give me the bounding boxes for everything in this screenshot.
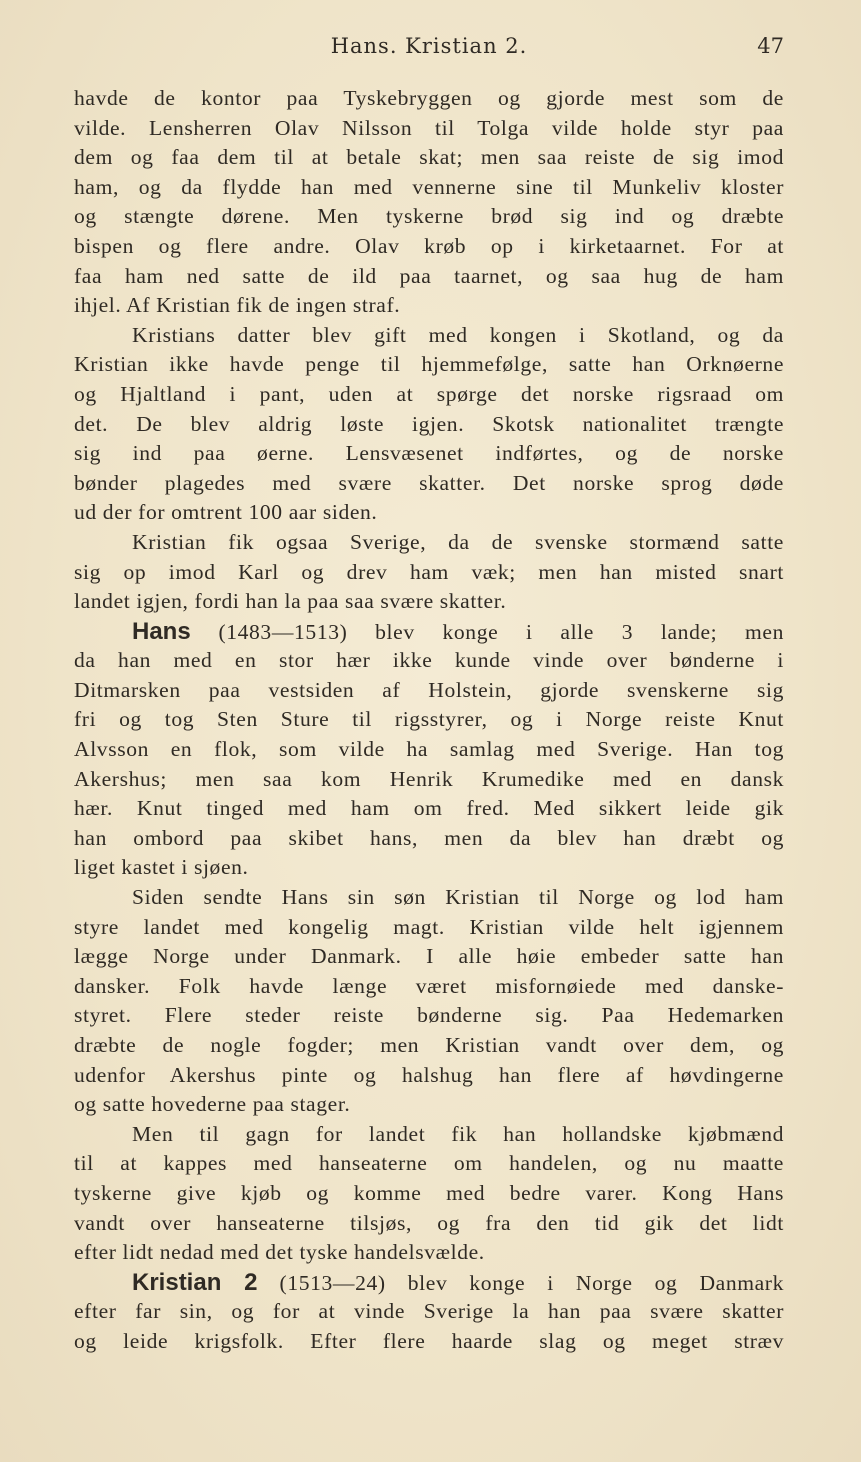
running-title: Hans. Kristian 2.	[330, 34, 528, 58]
text-line: dansker. Folk havde længe været misfornøiede med danske-	[74, 973, 784, 998]
paragraph-start-line: Men til gagn for landet fik han hollandske kjøbmænd	[132, 1121, 784, 1146]
text-line: bønder plagedes med svære skatter. Det norske sprog døde	[74, 470, 784, 495]
king-heading-kristian-2: Kristian 2	[132, 1268, 258, 1296]
text-line: sig ind paa øerne. Lensvæsenet indførtes, og de norske	[74, 441, 784, 466]
text-line: vandt over hanseaterne tilsjøs, og fra den tid gik det lidt	[74, 1210, 784, 1235]
king-heading-hans: Hans	[132, 617, 191, 645]
text-line: da han med en stor hær ikke kunde vinde over bønderne i	[74, 648, 784, 673]
section-start-line: Kristian 2 (1513—24) blev konge i Norge og Danmark	[132, 1268, 784, 1296]
section-start-line: Hans (1483—1513) blev konge i alle 3 lande; men	[132, 617, 784, 645]
page-number: 47	[757, 34, 784, 58]
text-line: Akershus; men saa kom Henrik Krumedike med en dansk	[74, 766, 784, 791]
text-line: til at kappes med hanseaterne om handelen, og nu maatte	[74, 1151, 784, 1176]
text-line: vilde. Lensherren Olav Nilsson til Tolga vilde holde styr paa	[74, 115, 784, 140]
text-line: det. De blev aldrig løste igjen. Skotsk nationalitet trængte	[74, 411, 784, 436]
text-line: og leide krigsfolk. Efter flere haarde slag og meget stræv	[74, 1328, 784, 1353]
text-line: fri og tog Sten Sture til rigsstyrer, og i Norge reiste Knut	[74, 707, 784, 732]
text-line: liget kastet i sjøen.	[74, 855, 249, 880]
text-line: og satte hovederne paa stager.	[74, 1092, 351, 1117]
text-line: og Hjaltland i pant, uden at spørge det norske rigsraad om	[74, 381, 784, 406]
text-line: hær. Knut tinged med ham om fred. Med sikkert leide gik	[74, 796, 784, 821]
paragraph-start-line: Kristian fik ogsaa Sverige, da de svenske stormænd satte	[132, 529, 784, 554]
text-line: dræbte de nogle fogder; men Kristian vandt over dem, og	[74, 1033, 784, 1057]
text-line: landet igjen, fordi han la paa saa svære skatter.	[74, 589, 507, 614]
text-line: sig op imod Karl og drev ham væk; men han misted snart	[74, 559, 784, 584]
paragraph-start-line: Siden sendte Hans sin søn Kristian til Norge og lod ham	[132, 885, 784, 910]
text-line: lægge Norge under Danmark. I alle høie embeder satte han	[74, 944, 784, 969]
text-line: efter lidt nedad med det tyske handelsvælde.	[74, 1240, 485, 1265]
text-line: styret. Flere steder reiste bønderne sig. Paa Hedemarken	[74, 1003, 784, 1028]
text-line: ihjel. Af Kristian fik de ingen straf.	[74, 293, 401, 318]
text-line: styre landet med kongelig magt. Kristian vilde helt igjennem	[74, 914, 784, 939]
text-line: ud der for omtrent 100 aar siden.	[74, 500, 378, 525]
body-text	[74, 84, 784, 1357]
text-line: tyskerne give kjøb og komme med bedre varer. Kong Hans	[74, 1180, 784, 1205]
text-line: han ombord paa skibet hans, men da blev han dræbt og	[74, 825, 784, 850]
text-line: Alvsson en flok, som vilde ha samlag med Sverige. Han tog	[74, 737, 784, 762]
text-line: efter far sin, og for at vinde Sverige la han paa svære skatter	[74, 1299, 784, 1324]
text-line: Ditmarsken paa vestsiden af Holstein, gjorde svenskerne sig	[74, 677, 784, 702]
running-head	[74, 34, 784, 68]
text-line: bispen og flere andre. Olav krøb op i kirketaarnet. For at	[74, 233, 784, 258]
text-line: faa ham ned satte de ild paa taarnet, og saa hug de ham	[74, 263, 784, 288]
text-line: dem og faa dem til at betale skat; men saa reiste de sig imod	[74, 145, 784, 170]
text-line: udenfor Akershus pinte og halshug han flere af høvdingerne	[74, 1062, 784, 1087]
paragraph-start-line: Kristians datter blev gift med kongen i Skotland, og da	[132, 322, 784, 347]
text-line: Kristian ikke havde penge til hjemmefølge, satte han Orknøerne	[74, 352, 784, 377]
text-line: ham, og da flydde han med vennerne sine til Munkeliv kloster	[74, 174, 784, 199]
text-line: havde de kontor paa Tyskebryggen og gjorde mest som de	[74, 86, 784, 110]
text-line: og stængte dørene. Men tyskerne brød sig ind og dræbte	[74, 204, 784, 229]
